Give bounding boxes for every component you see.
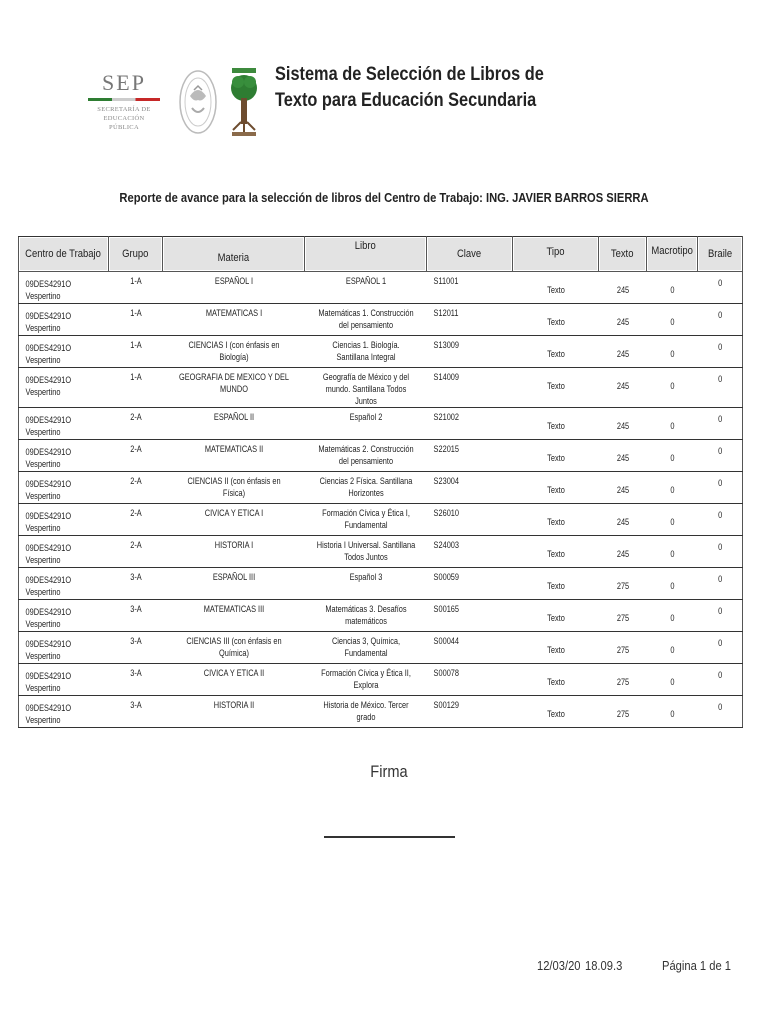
cell-texto: 245 — [599, 408, 647, 440]
cell-braile: 0 — [698, 440, 743, 472]
cell-braile: 0 — [698, 304, 743, 336]
cell-libro: Historia I Universal. Santillana Todos Juntos — [305, 536, 427, 568]
sep-logo-subtitle-2: EDUCACIÓN PÚBLICA — [103, 115, 145, 131]
cell-grupo: 3-A — [109, 632, 163, 664]
table-row — [19, 568, 743, 600]
cell-braile: 0 — [698, 472, 743, 504]
cell-texto: 245 — [599, 336, 647, 368]
cell-braile: 0 — [698, 632, 743, 664]
cell-grupo: 1-A — [109, 336, 163, 368]
column-header-materia: Materia — [163, 237, 305, 272]
cell-braile: 0 — [698, 600, 743, 632]
cell-libro: Ciencias 2 Física. Santillana Horizontes — [305, 472, 427, 504]
cell-texto: 245 — [599, 472, 647, 504]
table-header-row — [19, 237, 743, 272]
cell-grupo: 1-A — [109, 368, 163, 408]
cell-texto: 275 — [599, 696, 647, 728]
cell-tipo: Texto — [513, 632, 599, 664]
cell-tipo: Texto — [513, 696, 599, 728]
cell-libro: Matemáticas 3. Desafíos matemáticos — [305, 600, 427, 632]
sep-logo-word: SEP — [102, 70, 146, 95]
cell-tipo: Texto — [513, 536, 599, 568]
cell-centro: 09DES4291O Vespertino — [19, 568, 109, 600]
table-row — [19, 536, 743, 568]
cell-clave: S00044 — [427, 632, 513, 664]
cell-grupo: 2-A — [109, 504, 163, 536]
table-row — [19, 632, 743, 664]
national-seal-icon — [178, 68, 218, 136]
cell-texto: 245 — [599, 440, 647, 472]
signature-line — [324, 836, 455, 838]
cell-centro: 09DES4291O Vespertino — [19, 440, 109, 472]
cell-clave: S00078 — [427, 664, 513, 696]
table-body — [19, 272, 743, 728]
cell-clave: S22015 — [427, 440, 513, 472]
cell-tipo: Texto — [513, 368, 599, 408]
cell-libro: Ciencias 3, Química, Fundamental — [305, 632, 427, 664]
cell-tipo: Texto — [513, 568, 599, 600]
cell-macrotipo: 0 — [647, 696, 698, 728]
cell-materia: HISTORIA II — [163, 696, 305, 728]
table-row — [19, 304, 743, 336]
cell-grupo: 2-A — [109, 472, 163, 504]
cell-tipo: Texto — [513, 504, 599, 536]
cell-clave: S11001 — [427, 272, 513, 304]
column-header-libro: Libro — [305, 237, 427, 272]
cell-braile: 0 — [698, 536, 743, 568]
cell-centro: 09DES4291O Vespertino — [19, 408, 109, 440]
cell-braile: 0 — [698, 568, 743, 600]
cell-braile: 0 — [698, 336, 743, 368]
cell-materia: CIVICA Y ETICA II — [163, 664, 305, 696]
cell-clave: S21002 — [427, 408, 513, 440]
cell-centro: 09DES4291O Vespertino — [19, 272, 109, 304]
cell-macrotipo: 0 — [647, 504, 698, 536]
cell-materia: MATEMATICAS I — [163, 304, 305, 336]
cell-materia: CIENCIAS III (con énfasis en Química) — [163, 632, 305, 664]
cell-macrotipo: 0 — [647, 408, 698, 440]
cell-centro: 09DES4291O Vespertino — [19, 504, 109, 536]
cell-materia: CIVICA Y ETICA I — [163, 504, 305, 536]
table-row — [19, 504, 743, 536]
cell-grupo: 2-A — [109, 440, 163, 472]
cell-grupo: 1-A — [109, 304, 163, 336]
cell-centro: 09DES4291O Vespertino — [19, 304, 109, 336]
cell-braile: 0 — [698, 664, 743, 696]
cell-clave: S24003 — [427, 536, 513, 568]
cell-braile: 0 — [698, 504, 743, 536]
cell-macrotipo: 0 — [647, 536, 698, 568]
cell-grupo: 2-A — [109, 408, 163, 440]
footer-page-number: Página 1 de 1 — [662, 958, 732, 973]
cell-centro: 09DES4291O Vespertino — [19, 368, 109, 408]
cell-braile: 0 — [698, 272, 743, 304]
cell-centro: 09DES4291O Vespertino — [19, 536, 109, 568]
cell-clave: S23004 — [427, 472, 513, 504]
table-row — [19, 440, 743, 472]
cell-grupo: 3-A — [109, 696, 163, 728]
cell-centro: 09DES4291O Vespertino — [19, 336, 109, 368]
column-header-centro: Centro de Trabajo — [19, 237, 109, 272]
cell-texto: 245 — [599, 368, 647, 408]
cell-materia: ESPAÑOL I — [163, 272, 305, 304]
cell-clave: S14009 — [427, 368, 513, 408]
cell-texto: 245 — [599, 536, 647, 568]
sep-logo-subtitle-1: SECRETARÍA DE — [97, 106, 151, 113]
table-row — [19, 472, 743, 504]
cell-tipo: Texto — [513, 664, 599, 696]
cell-libro: Matemáticas 1. Construcción del pensamiento — [305, 304, 427, 336]
page-title-line-1: Sistema de Selección de Libros de — [275, 64, 544, 85]
table-row — [19, 664, 743, 696]
cell-tipo: Texto — [513, 408, 599, 440]
cell-materia: MATEMATICAS II — [163, 440, 305, 472]
cell-macrotipo: 0 — [647, 472, 698, 504]
cell-materia: CIENCIAS I (con énfasis en Biología) — [163, 336, 305, 368]
cell-centro: 09DES4291O Vespertino — [19, 696, 109, 728]
books-table — [18, 236, 743, 728]
cell-materia: GEOGRAFIA DE MEXICO Y DEL MUNDO — [163, 368, 305, 408]
cell-macrotipo: 0 — [647, 336, 698, 368]
table-row — [19, 272, 743, 304]
cell-texto: 245 — [599, 304, 647, 336]
cell-braile: 0 — [698, 696, 743, 728]
cell-texto: 275 — [599, 568, 647, 600]
cell-libro: Historia de México. Tercer grado — [305, 696, 427, 728]
column-header-texto: Texto — [599, 237, 647, 272]
table-row — [19, 600, 743, 632]
cell-clave: S26010 — [427, 504, 513, 536]
footer-date: 12/03/20 — [537, 958, 581, 973]
cell-macrotipo: 0 — [647, 632, 698, 664]
page-title-line-2: Texto para Educación Secundaria — [275, 90, 537, 111]
column-header-braile: Braile — [698, 237, 743, 272]
cell-texto: 275 — [599, 664, 647, 696]
cell-grupo: 3-A — [109, 664, 163, 696]
cell-grupo: 2-A — [109, 536, 163, 568]
footer-time: 18.09.3 — [585, 958, 623, 973]
cell-materia: ESPAÑOL II — [163, 408, 305, 440]
cell-braile: 0 — [698, 368, 743, 408]
cell-centro: 09DES4291O Vespertino — [19, 600, 109, 632]
cell-libro: Español 3 — [305, 568, 427, 600]
cell-libro: Geografía de México y del mundo. Santillana Todos Juntos — [305, 368, 427, 408]
cell-macrotipo: 0 — [647, 600, 698, 632]
cell-materia: HISTORIA I — [163, 536, 305, 568]
cell-macrotipo: 0 — [647, 272, 698, 304]
cell-materia: MATEMATICAS III — [163, 600, 305, 632]
sep-logo-bar — [88, 98, 160, 101]
cell-tipo: Texto — [513, 440, 599, 472]
cell-tipo: Texto — [513, 272, 599, 304]
signature-label: Firma — [370, 762, 408, 781]
column-header-macrotipo: Macrotipo — [647, 237, 698, 272]
report-title: Reporte de avance para la selección de libros del Centro de Trabajo: ING. JAVIER BARROS SIERRA — [119, 190, 649, 205]
table-row — [19, 336, 743, 368]
cell-tipo: Texto — [513, 304, 599, 336]
cell-macrotipo: 0 — [647, 304, 698, 336]
table-row — [19, 408, 743, 440]
cell-centro: 09DES4291O Vespertino — [19, 664, 109, 696]
cell-texto: 275 — [599, 632, 647, 664]
tree-logo-icon — [229, 66, 259, 138]
cell-centro: 09DES4291O Vespertino — [19, 632, 109, 664]
cell-grupo: 3-A — [109, 568, 163, 600]
cell-clave: S00165 — [427, 600, 513, 632]
cell-grupo: 1-A — [109, 272, 163, 304]
cell-materia: CIENCIAS II (con énfasis en Física) — [163, 472, 305, 504]
cell-grupo: 3-A — [109, 600, 163, 632]
cell-libro: ESPAÑOL 1 — [305, 272, 427, 304]
cell-centro: 09DES4291O Vespertino — [19, 472, 109, 504]
cell-macrotipo: 0 — [647, 664, 698, 696]
sep-logo — [88, 62, 160, 142]
cell-tipo: Texto — [513, 600, 599, 632]
cell-macrotipo: 0 — [647, 440, 698, 472]
cell-libro: Formación Cívica y Ética I, Fundamental — [305, 504, 427, 536]
cell-clave: S00059 — [427, 568, 513, 600]
cell-libro: Formación Cívica y Ética II, Explora — [305, 664, 427, 696]
cell-libro: Matemáticas 2. Construcción del pensamiento — [305, 440, 427, 472]
table-row — [19, 368, 743, 408]
cell-clave: S00129 — [427, 696, 513, 728]
cell-macrotipo: 0 — [647, 368, 698, 408]
cell-libro: Español 2 — [305, 408, 427, 440]
page-title — [275, 62, 544, 114]
cell-tipo: Texto — [513, 336, 599, 368]
cell-libro: Ciencias 1. Biología. Santillana Integral — [305, 336, 427, 368]
cell-materia: ESPAÑOL III — [163, 568, 305, 600]
cell-texto: 245 — [599, 272, 647, 304]
cell-braile: 0 — [698, 408, 743, 440]
column-header-grupo: Grupo — [109, 237, 163, 272]
cell-texto: 245 — [599, 504, 647, 536]
cell-tipo: Texto — [513, 472, 599, 504]
column-header-clave: Clave — [427, 237, 513, 272]
table-row — [19, 696, 743, 728]
cell-clave: S13009 — [427, 336, 513, 368]
column-header-tipo: Tipo — [513, 237, 599, 272]
cell-macrotipo: 0 — [647, 568, 698, 600]
cell-texto: 275 — [599, 600, 647, 632]
cell-clave: S12011 — [427, 304, 513, 336]
